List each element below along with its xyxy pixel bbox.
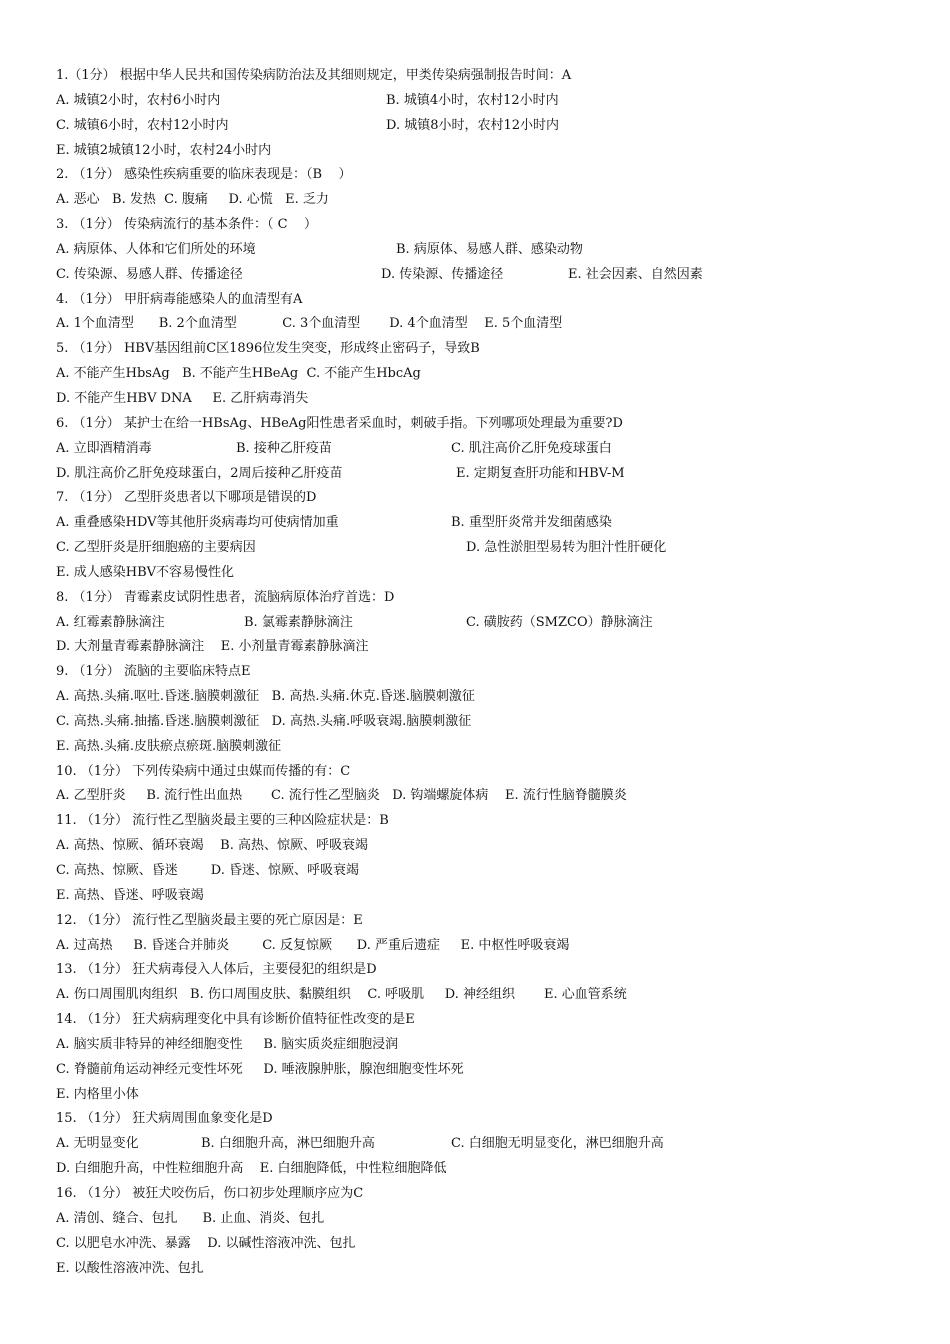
option-line xyxy=(56,1157,916,1182)
option-text: A. 乙型肝炎 B. 流行性出血热 C. 流行性乙型脑炎 D. 钩端螺旋体病 E. 流行性脑脊髓膜炎 xyxy=(56,788,627,804)
option-text: A. 1个血清型 B. 2个血清型 C. 3个血清型 D. 4个血清型 E. 5个血清型 xyxy=(56,316,563,332)
option-line xyxy=(56,1232,916,1257)
option-text: A. 不能产生HbsAg B. 不能产生HBeAg C. 不能产生HbcAg xyxy=(56,366,421,382)
exam-document xyxy=(56,64,916,1281)
option-text: A. 红霉素静脉滴注 xyxy=(56,614,165,630)
question-text: 13. （1分） 狂犬病毒侵入人体后，主要侵犯的组织是D xyxy=(56,962,377,978)
option-text: C. 高热.头痛.抽搐.昏迷.脑膜刺激征 D. 高热.头痛.呼吸衰竭.脑膜刺激征 xyxy=(56,713,472,729)
question-text: 16. （1分） 被狂犬咬伤后，伤口初步处理顺序应为C xyxy=(56,1185,364,1201)
question-text: 14. （1分） 狂犬病病理变化中具有诊断价值特征性改变的是E xyxy=(56,1012,415,1028)
option-line xyxy=(56,114,916,139)
option-line xyxy=(56,735,916,760)
option-text: C. 白细胞无明显变化，淋巴细胞升高 xyxy=(451,1136,664,1152)
option-line xyxy=(56,238,916,263)
question-line xyxy=(56,1008,916,1033)
option-text: A. 立即酒精消毒 xyxy=(56,440,152,456)
option-text: A. 清创、缝合、包扎 B. 止血、消炎、包扎 xyxy=(56,1210,325,1226)
option-text: B. 城镇4小时，农村12小时内 xyxy=(386,92,559,108)
option-text: D. 白细胞升高，中性粒细胞升高 E. 白细胞降低，中性粒细胞降低 xyxy=(56,1161,447,1177)
option-text: E. 高热.头痛.皮肤瘀点瘀斑.脑膜刺激征 xyxy=(56,738,282,754)
option-line xyxy=(56,710,916,735)
option-text: D. 城镇8小时，农村12小时内 xyxy=(386,117,560,133)
option-line xyxy=(56,834,916,859)
option-text: B. 白细胞升高，淋巴细胞升高 xyxy=(201,1136,375,1152)
question-line xyxy=(56,163,916,188)
question-text: 6. （1分） 某护士在给一HBsAg、HBeAg阳性患者采血时，刺破手指。下列哪项处理最为重要?D xyxy=(56,415,623,431)
option-text: B. 病原体、易感人群、感染动物 xyxy=(396,241,583,257)
question-text: 2. （1分） 感染性疾病重要的临床表现是：（B ） xyxy=(56,167,352,183)
option-line xyxy=(56,139,916,164)
option-text: A. 过高热 B. 昏迷合并肺炎 C. 反复惊厥 D. 严重后遗症 E. 中枢性呼吸衰竭 xyxy=(56,937,570,953)
question-line xyxy=(56,958,916,983)
option-text: D. 传染源、传播途径 xyxy=(381,266,504,282)
option-text: C. 乙型肝炎是肝细胞癌的主要病因 xyxy=(56,540,256,556)
option-text: C. 传染源、易感人群、传播途径 xyxy=(56,266,243,282)
option-line xyxy=(56,561,916,586)
option-text: E. 城镇2城镇12小时，农村24小时内 xyxy=(56,142,272,158)
option-text: A. 重叠感染HDV等其他肝炎病毒均可使病情加重 xyxy=(56,515,339,531)
option-line xyxy=(56,188,916,213)
option-line xyxy=(56,462,916,487)
question-line xyxy=(56,809,916,834)
option-text: E. 以酸性溶液冲洗、包扎 xyxy=(56,1260,204,1276)
option-text: A. 脑实质非特异的神经细胞变性 B. 脑实质炎症细胞浸润 xyxy=(56,1036,399,1052)
option-line xyxy=(56,387,916,412)
question-line xyxy=(56,337,916,362)
option-text: A. 高热、惊厥、循环衰竭 B. 高热、惊厥、呼吸衰竭 xyxy=(56,838,369,854)
option-text: E. 社会因素、自然因素 xyxy=(568,266,703,282)
option-line xyxy=(56,511,916,536)
option-text: B. 氯霉素静脉滴注 xyxy=(244,614,353,630)
question-line xyxy=(56,909,916,934)
question-line xyxy=(56,486,916,511)
option-text: E. 成人感染HBV不容易慢性化 xyxy=(56,564,235,580)
option-line xyxy=(56,536,916,561)
question-line xyxy=(56,1107,916,1132)
option-text: C. 以肥皂水冲洗、暴露 D. 以碱性溶液冲洗、包扎 xyxy=(56,1235,356,1251)
option-text: A. 病原体、人体和它们所处的环境 xyxy=(56,241,256,257)
option-text: D. 急性淤胆型易转为胆汁性肝硬化 xyxy=(466,540,667,556)
option-text: A. 城镇2小时，农村6小时内 xyxy=(56,92,221,108)
option-text: E. 定期复查肝功能和HBV-M xyxy=(456,465,625,481)
option-line xyxy=(56,1083,916,1108)
question-text: 15. （1分） 狂犬病周围血象变化是D xyxy=(56,1111,273,1127)
option-line xyxy=(56,859,916,884)
question-text: 1.（1分） 根据中华人民共和国传染病防治法及其细则规定，甲类传染病强制报告时间：A xyxy=(56,68,572,83)
option-line xyxy=(56,1058,916,1083)
question-line xyxy=(56,213,916,238)
option-line xyxy=(56,1033,916,1058)
option-line xyxy=(56,934,916,959)
option-text: D. 肌注高价乙肝免疫球蛋白，2周后接种乙肝疫苗 xyxy=(56,465,343,481)
option-text: D. 不能产生HBV DNA E. 乙肝病毒消失 xyxy=(56,390,309,406)
question-text: 4. （1分） 甲肝病毒能感染人的血清型有A xyxy=(56,291,303,307)
question-text: 11. （1分） 流行性乙型脑炎最主要的三种凶险症状是：B xyxy=(56,813,389,829)
question-line xyxy=(56,660,916,685)
option-text: C. 脊髓前角运动神经元变性坏死 D. 唾液腺肿胀，腺泡细胞变性坏死 xyxy=(56,1061,464,1077)
option-text: C. 肌注高价乙肝免疫球蛋白 xyxy=(451,440,612,456)
option-text: D. 大剂量青霉素静脉滴注 E. 小剂量青霉素静脉滴注 xyxy=(56,639,369,655)
option-text: A. 高热.头痛.呕吐.昏迷.脑膜刺激征 B. 高热.头痛.休克.昏迷.脑膜刺激征 xyxy=(56,689,475,705)
option-line xyxy=(56,685,916,710)
question-text: 3. （1分） 传染病流行的基本条件：（ C ） xyxy=(56,217,318,233)
option-line xyxy=(56,89,916,114)
question-line xyxy=(56,64,916,89)
option-line xyxy=(56,884,916,909)
option-text: A. 恶心 B. 发热 C. 腹痛 D. 心慌 E. 乏力 xyxy=(56,192,329,208)
option-text: E. 内格里小体 xyxy=(56,1086,139,1102)
option-line xyxy=(56,263,916,288)
option-text: E. 高热、昏迷、呼吸衰竭 xyxy=(56,887,204,903)
option-line xyxy=(56,635,916,660)
option-line xyxy=(56,784,916,809)
question-line xyxy=(56,760,916,785)
option-line xyxy=(56,983,916,1008)
option-text: A. 伤口周围肌肉组织 B. 伤口周围皮肤、黏膜组织 C. 呼吸肌 D. 神经组织 E. 心血管系统 xyxy=(56,987,627,1003)
option-line xyxy=(56,362,916,387)
question-line xyxy=(56,1182,916,1207)
option-line xyxy=(56,312,916,337)
question-line xyxy=(56,586,916,611)
option-line xyxy=(56,1257,916,1282)
option-text: C. 磺胺药（SMZCO）静脉滴注 xyxy=(466,614,653,630)
option-text: B. 重型肝炎常并发细菌感染 xyxy=(451,515,612,531)
question-text: 8. （1分） 青霉素皮试阴性患者，流脑病原体治疗首选：D xyxy=(56,589,395,605)
option-text: B. 接种乙肝疫苗 xyxy=(236,440,332,456)
question-line xyxy=(56,412,916,437)
question-text: 5. （1分） HBV基因组前C区1896位发生突变，形成终止密码子，导致B xyxy=(56,341,480,357)
question-text: 10. （1分） 下列传染病中通过虫媒而传播的有：C xyxy=(56,763,351,779)
question-text: 7. （1分） 乙型肝炎患者以下哪项是错误的D xyxy=(56,490,317,506)
option-line xyxy=(56,1132,916,1157)
question-text: 12. （1分） 流行性乙型脑炎最主要的死亡原因是：E xyxy=(56,912,363,928)
option-line xyxy=(56,437,916,462)
question-line xyxy=(56,288,916,313)
option-line xyxy=(56,1207,916,1232)
option-text: A. 无明显变化 xyxy=(56,1136,139,1152)
option-text: C. 城镇6小时，农村12小时内 xyxy=(56,117,229,133)
option-line xyxy=(56,611,916,636)
option-text: C. 高热、惊厥、昏迷 D. 昏迷、惊厥、呼吸衰竭 xyxy=(56,863,360,878)
question-text: 9. （1分） 流脑的主要临床特点E xyxy=(56,664,251,680)
